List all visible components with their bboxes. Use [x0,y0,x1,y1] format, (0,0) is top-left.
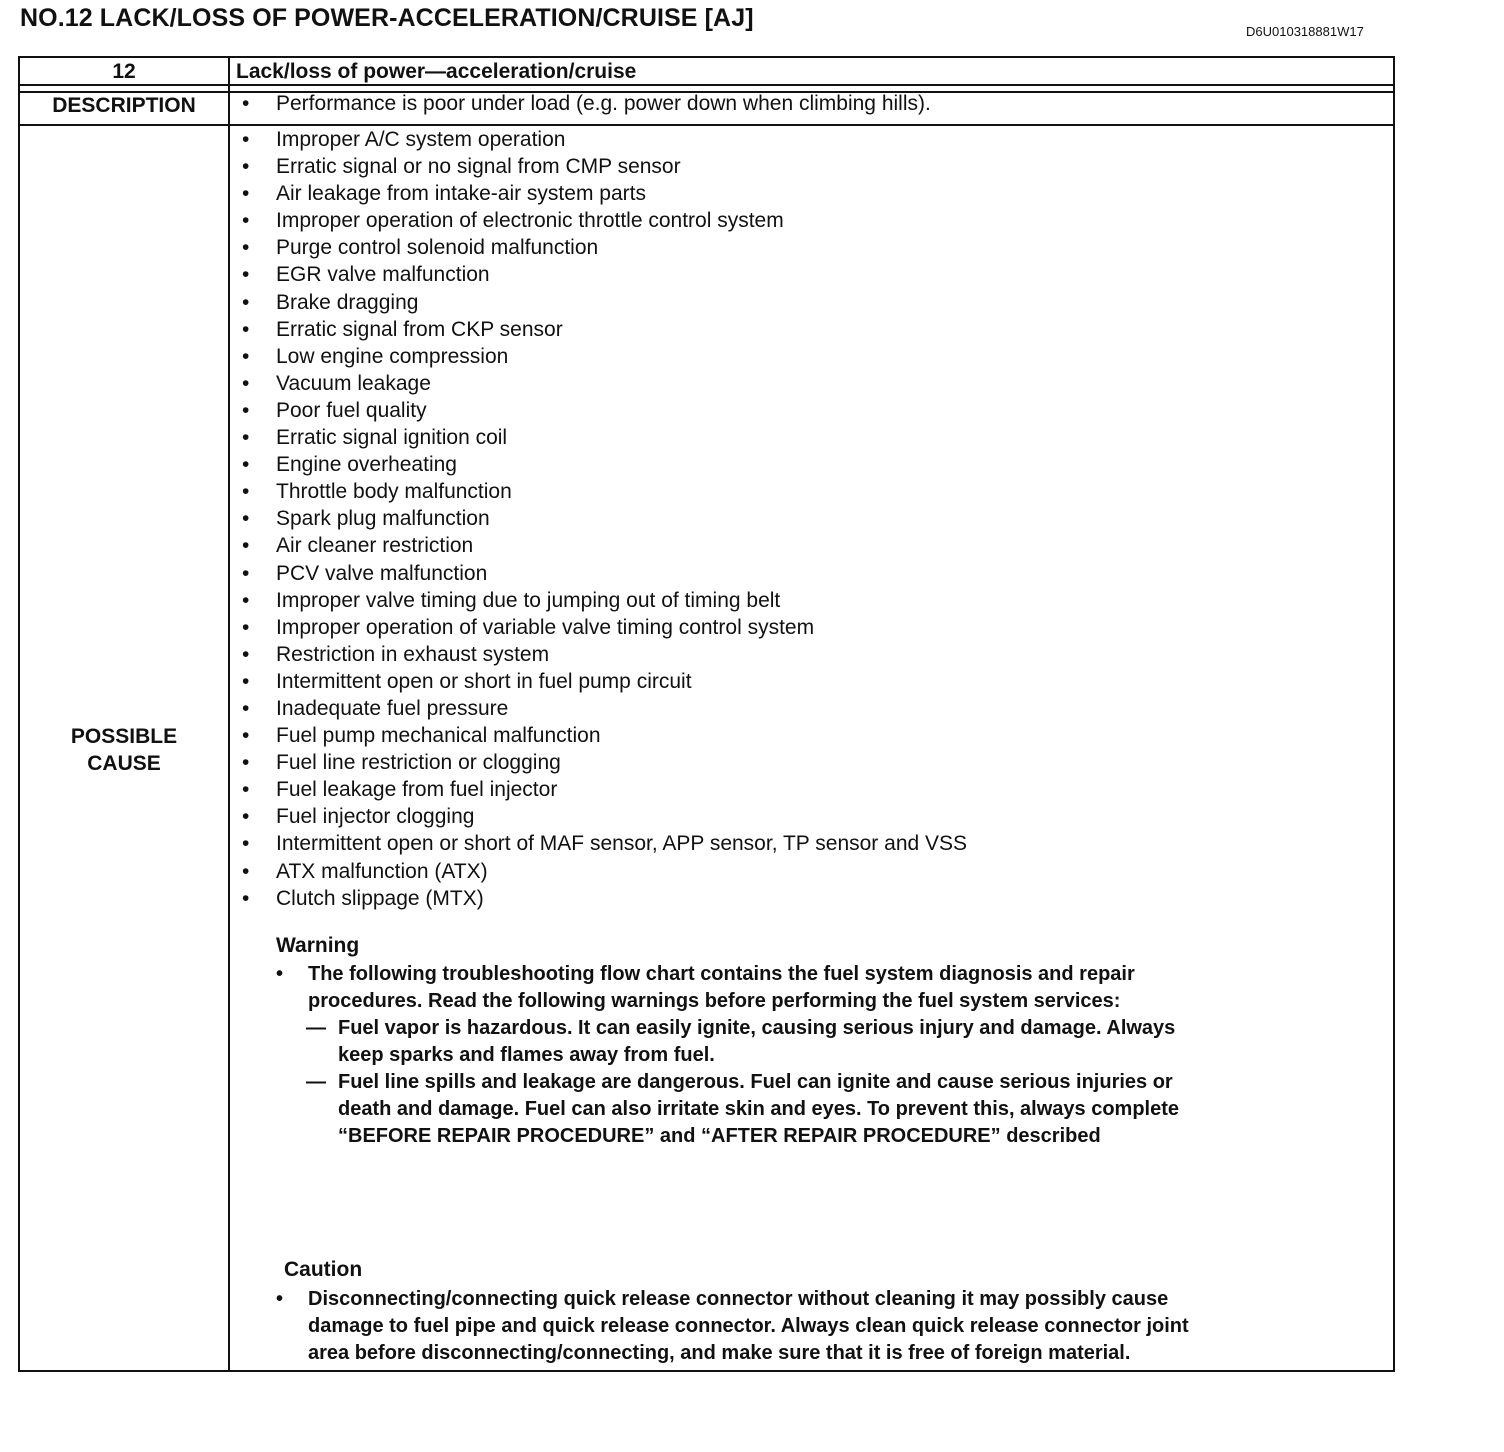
possible-cause-item [242,614,967,641]
possible-cause-item [242,234,967,261]
possible-cause-label [20,723,228,777]
possible-cause-item [242,289,967,316]
bullet-icon: • [242,859,250,883]
caution-text-line: area before disconnecting/connecting, and make sure that it is free of foreign material. [308,1342,1131,1364]
bullet-icon: • [242,128,250,151]
possible-cause-item [242,641,967,668]
possible-cause-item [242,885,967,912]
possible-cause-text: Engine overheating [276,453,457,477]
possible-cause-text: Purge control solenoid malfunction [276,236,599,260]
caution-text-line: damage to fuel pipe and quick release connector. Always clean quick release connector joint [308,1315,1189,1337]
possible-cause-text: Poor fuel quality [276,398,427,422]
description-text: Performance is poor under load (e.g. power down when climbing hills). [276,92,931,115]
possible-cause-item [242,803,967,830]
possible-cause-list [242,126,967,912]
possible-cause-label-line: CAUSE [87,752,161,775]
possible-cause-item [242,749,967,776]
possible-cause-item [242,722,967,749]
caution-bullet: • [276,1288,284,1310]
possible-cause-text: Low engine compression [276,344,509,368]
description-label: DESCRIPTION [52,94,196,117]
bullet-icon: • [242,724,250,748]
description-bullet: • [242,92,250,115]
possible-cause-item [242,505,967,532]
caution-text: Disconnecting/connecting quick release connector without cleaning it may possibly cause [308,1288,1169,1310]
possible-cause-text: Erratic signal ignition coil [276,426,508,450]
warning-text-line: procedures. Read the following warnings before performing the fuel system services: [308,990,1121,1012]
caution-item [276,1286,1189,1313]
column-divider [228,58,230,1370]
possible-cause-text: Improper A/C system operation [276,128,566,151]
warning-subitem-text-line: death and damage. Fuel can also irritate skin and eyes. To prevent this, always complete [338,1098,1180,1120]
warning-subitem-text-line: “BEFORE REPAIR PROCEDURE” and “AFTER REPAIR PROCEDURE” described [338,1125,1101,1147]
possible-cause-text: Throttle body malfunction [276,480,512,504]
possible-cause-item [242,424,967,451]
possible-cause-text: Improper valve timing due to jumping out of timing belt [276,588,781,612]
possible-cause-item [242,478,967,505]
possible-cause-item [242,776,967,803]
caution-title: Caution [284,1258,363,1281]
bullet-icon: • [242,669,250,693]
bullet-icon: • [242,182,250,206]
bullet-icon: • [242,561,250,585]
bullet-icon: • [242,507,250,531]
bullet-icon: • [242,209,250,233]
warning-subitem-text: Fuel line spills and leakage are dangerous. Fuel can ignite and cause serious injuries or [338,1071,1173,1093]
bullet-icon: • [242,344,250,368]
possible-cause-text: Clutch slippage (MTX) [276,886,484,910]
possible-cause-text: Fuel line restriction or clogging [276,751,561,775]
warning-text: The following troubleshooting flow chart contains the fuel system diagnosis and repair [308,963,1135,985]
bullet-icon: • [242,832,250,856]
warning-subitem [276,1015,1179,1042]
warning-bullet: • [276,963,284,985]
bullet-icon: • [242,290,250,314]
bullet-icon: • [242,805,250,829]
possible-cause-text: Intermittent open or short in fuel pump circuit [276,669,692,693]
bullet-icon: • [242,236,250,260]
bullet-icon: • [242,426,250,450]
bullet-icon: • [242,398,250,422]
bullet-icon: • [242,453,250,477]
bullet-icon: • [242,642,250,666]
possible-cause-item [242,587,967,614]
warning-title: Warning [276,934,360,957]
symptom-heading: Lack/loss of power—acceleration/cruise [236,60,637,83]
bullet-icon: • [242,534,250,558]
bullet-icon: • [242,263,250,287]
page-title: NO.12 LACK/LOSS OF POWER-ACCELERATION/CRUISE [AJ] [20,4,754,32]
possible-cause-text: Improper operation of variable valve timing control system [276,615,815,639]
possible-cause-text: Intermittent open or short of MAF sensor, APP sensor, TP sensor and VSS [276,832,968,856]
bullet-icon: • [242,615,250,639]
possible-cause-text: Inadequate fuel pressure [276,696,509,720]
warning-subitem-text-line: keep sparks and flames away from fuel. [338,1044,715,1066]
bullet-icon: • [242,886,250,910]
possible-cause-text: Spark plug malfunction [276,507,490,531]
possible-cause-item [242,397,967,424]
possible-cause-text: Brake dragging [276,290,419,314]
possible-cause-item [242,560,967,587]
possible-cause-text: ATX malfunction (ATX) [276,859,488,883]
warning-item [276,961,1179,988]
possible-cause-item [242,830,967,857]
warning-dash: — [306,1071,326,1093]
bullet-icon: • [242,155,250,179]
possible-cause-item [242,316,967,343]
row-divider-header [20,84,1393,86]
troubleshooting-table [18,56,1395,1372]
possible-cause-item [242,532,967,559]
symptom-number: 12 [112,60,136,83]
possible-cause-item [242,451,967,478]
possible-cause-item [242,343,967,370]
bullet-icon: • [242,317,250,341]
warning-subitem-text: Fuel vapor is hazardous. It can easily ignite, causing serious injury and damage. Always [338,1017,1176,1039]
possible-cause-text: EGR valve malfunction [276,263,490,287]
possible-cause-text: Erratic signal from CKP sensor [276,317,563,341]
possible-cause-text: Erratic signal or no signal from CMP sensor [276,155,681,179]
warning-dash: — [306,1017,326,1039]
possible-cause-item [242,261,967,288]
possible-cause-text: Restriction in exhaust system [276,642,550,666]
warning-block [276,961,1179,1150]
possible-cause-text: Fuel pump mechanical malfunction [276,724,601,748]
possible-cause-text: Fuel leakage from fuel injector [276,778,558,802]
bullet-icon: • [242,588,250,612]
bullet-icon: • [242,371,250,395]
possible-cause-text: Improper operation of electronic throttle control system [276,209,784,233]
bullet-icon: • [242,480,250,504]
document-code: D6U010318881W17 [1246,24,1364,39]
possible-cause-item [242,668,967,695]
bullet-icon: • [242,696,250,720]
possible-cause-label-line: POSSIBLE [70,725,178,748]
possible-cause-item [242,180,967,207]
caution-block [276,1286,1189,1367]
possible-cause-item [242,126,967,153]
bullet-icon: • [242,778,250,802]
possible-cause-item [242,153,967,180]
possible-cause-text: PCV valve malfunction [276,561,488,585]
possible-cause-text: Fuel injector clogging [276,805,475,829]
possible-cause-item [242,695,967,722]
possible-cause-item [242,858,967,885]
possible-cause-text: Vacuum leakage [276,371,431,395]
bullet-icon: • [242,751,250,775]
warning-subitem [276,1069,1179,1096]
possible-cause-text: Air cleaner restriction [276,534,474,558]
possible-cause-item [242,370,967,397]
possible-cause-text: Air leakage from intake-air system parts [276,182,646,206]
possible-cause-item [242,207,967,234]
